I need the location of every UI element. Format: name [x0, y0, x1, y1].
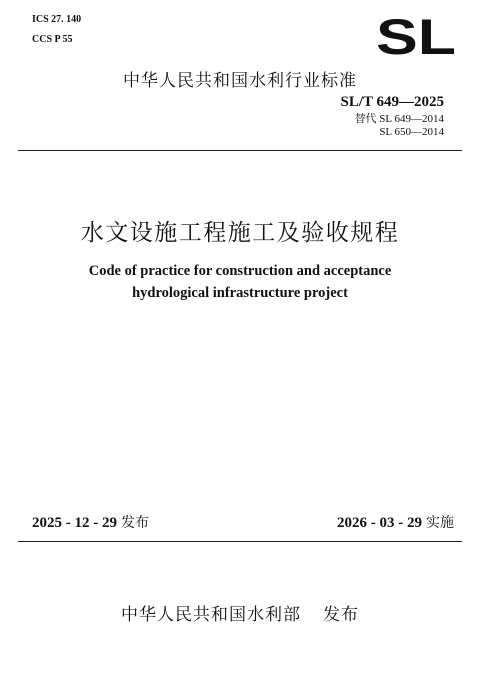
top-divider: [18, 150, 462, 151]
chinese-title: 水文设施工程施工及验收规程: [80, 220, 400, 246]
ccs-code: CCS P 55: [32, 34, 73, 45]
english-title-line-1: Code of practice for construction and acceptance: [88, 263, 392, 279]
ics-code: ICS 27. 140: [32, 14, 82, 25]
implementation-label: 实施: [426, 515, 454, 531]
publisher-name: 中华人民共和国水利部: [121, 605, 301, 625]
replaces-line-1: 替代 SL 649—2014: [354, 113, 444, 125]
svg-text:SL: SL: [376, 14, 456, 58]
implementation-date: 2026 - 03 - 29: [337, 515, 422, 531]
implementation-date-block: [337, 512, 454, 532]
industry-standard-heading: 中华人民共和国水利行业标准: [123, 71, 357, 91]
issue-date-block: [32, 512, 149, 532]
english-title-line-2: hydrological infrastructure project: [132, 285, 348, 301]
replaces-line-2: SL 650—2014: [379, 126, 444, 138]
publisher-line: [0, 600, 480, 625]
issue-label: 发布: [121, 515, 149, 531]
issue-date: 2025 - 12 - 29: [32, 515, 117, 531]
bottom-divider: [18, 541, 462, 542]
sl-logo: [376, 14, 458, 58]
publisher-action: 发布: [323, 605, 359, 625]
standard-number: SL/T 649—2025: [340, 94, 444, 110]
replaces-block: [355, 113, 444, 139]
english-title: [0, 260, 480, 304]
